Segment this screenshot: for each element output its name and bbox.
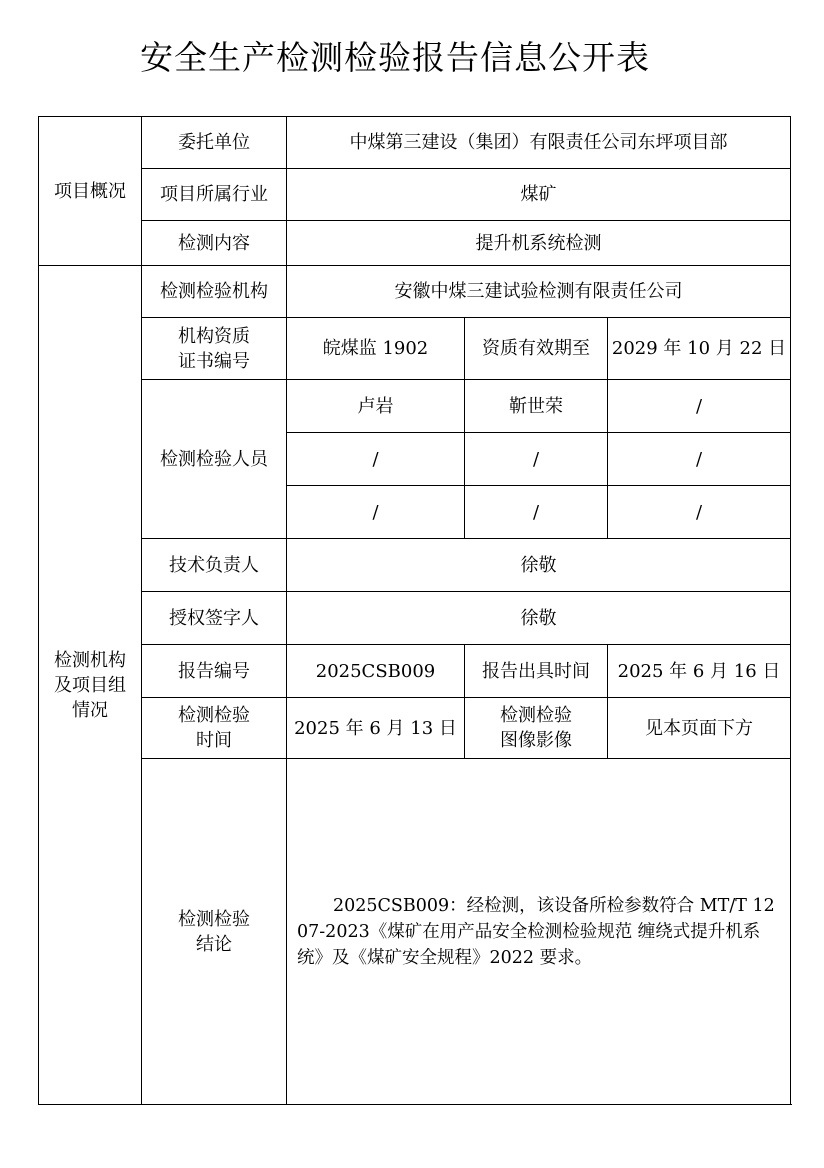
table-row	[39, 592, 791, 645]
staff-cell: /	[465, 433, 608, 486]
staff-cell: 卢岩	[287, 380, 465, 433]
image-value: 见本页面下方	[608, 698, 791, 759]
table-row	[39, 539, 791, 592]
tech-lead-label: 技术负责人	[142, 539, 287, 592]
staff-cell: /	[608, 486, 791, 539]
table-row	[39, 698, 791, 759]
staff-cell: /	[608, 380, 791, 433]
entrusting-unit-label: 委托单位	[142, 117, 287, 169]
staff-cell: /	[465, 486, 608, 539]
report-no-label: 报告编号	[142, 645, 287, 698]
table-row	[39, 221, 791, 266]
staff-cell: /	[287, 486, 465, 539]
signer-value: 徐敬	[287, 592, 791, 645]
content-value: 提升机系统检测	[287, 221, 791, 266]
conclusion-label-line: 检测检验	[178, 908, 250, 930]
section-label-line: 检测机构	[54, 649, 126, 671]
cert-label-line: 机构资质	[178, 325, 250, 347]
staff-cell: /	[287, 433, 465, 486]
staff-label: 检测检验人员	[142, 380, 287, 539]
cert-label	[142, 318, 287, 380]
staff-cell: /	[608, 433, 791, 486]
content-label: 检测内容	[142, 221, 287, 266]
test-time-label	[142, 698, 287, 759]
section-label-line: 情况	[72, 699, 108, 721]
table-row	[39, 169, 791, 221]
section-label-project-overview: 项目概况	[39, 117, 142, 266]
conclusion-label	[142, 759, 287, 1105]
tech-lead-value: 徐敬	[287, 539, 791, 592]
valid-label: 资质有效期至	[465, 318, 608, 380]
image-label-line: 检测检验	[500, 705, 572, 726]
conclusion-label-line: 结论	[196, 933, 232, 955]
test-time-label-line: 检测检验	[178, 705, 250, 726]
cert-value: 皖煤监 1902	[287, 318, 465, 380]
table-row	[39, 266, 791, 318]
image-label	[465, 698, 608, 759]
section-label-line: 及项目组	[54, 674, 126, 696]
table-row	[39, 318, 791, 380]
issue-time-label: 报告出具时间	[465, 645, 608, 698]
conclusion-cell	[287, 759, 791, 1105]
table-row	[39, 380, 791, 433]
conclusion-text: 2025CSB009：经检测，该设备所检参数符合 MT/T 1207-2023《煤矿在用产品安全检测检验规范 缠绕式提升机系统》及《煤矿安全规程》2022 要求。	[297, 895, 775, 968]
cert-label-line: 证书编号	[178, 350, 250, 372]
staff-cell: 靳世荣	[465, 380, 608, 433]
section-label-institution	[39, 266, 142, 1105]
page-title: 安全生产检测检验报告信息公开表	[140, 38, 650, 77]
test-time-value: 2025 年 6 月 13 日	[287, 698, 465, 759]
image-label-line: 图像影像	[500, 730, 572, 751]
valid-value: 2029 年 10 月 22 日	[608, 318, 791, 380]
org-value: 安徽中煤三建试验检测有限责任公司	[287, 266, 791, 318]
report-no-value: 2025CSB009	[287, 645, 465, 698]
table-row	[39, 645, 791, 698]
entrusting-unit-value: 中煤第三建设（集团）有限责任公司东坪项目部	[287, 117, 791, 169]
table-row	[39, 117, 791, 169]
industry-label: 项目所属行业	[142, 169, 287, 221]
test-time-label-line: 时间	[196, 730, 232, 751]
org-label: 检测检验机构	[142, 266, 287, 318]
industry-value: 煤矿	[287, 169, 791, 221]
table-row	[39, 759, 791, 1105]
issue-time-value: 2025 年 6 月 16 日	[608, 645, 791, 698]
signer-label: 授权签字人	[142, 592, 287, 645]
info-table	[38, 116, 791, 1105]
